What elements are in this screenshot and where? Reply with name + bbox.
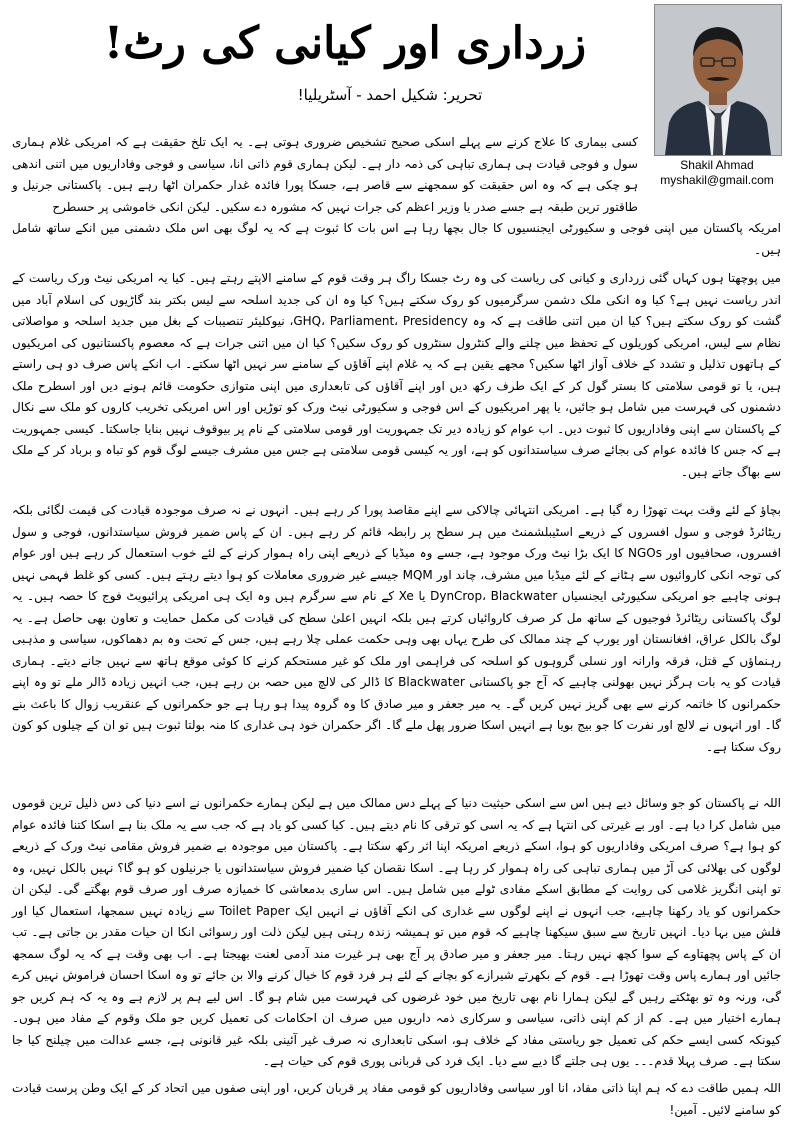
paragraph-4: اللہ نے پاکستان کو جو وسائل دیے ہیں اس سے اسکی حیثیت دنیا کے پہلے دس ممالک میں ہے لیکن ہمارے حکمرانوں نے اسے دنیا کی دس ذلیل ترین قوموں میں شامل کرا دیا ہے۔ اور بے غیرتی کی انتہا ہے کہ یہ اسی کو ترقی کا نام دیتے ہیں۔ کیا کسی کو یاد ہے کہ جب سے یہ ملک بنا ہے اسکا کتنا فائدہ عوام کو ہوا ہے؟ صرف امریکی وفاداریوں کو ہوا، اسکے ذریعے امریکہ اپنا اثر رکھ سکتا ہے۔ پاکستان میں موجودہ بے ضمیر فروش مقامی نیٹ ورک کے ذریعے لوگوں کی بھلائی کی آڑ میں ہماری تباہی کی راہ ہموار کر رہا ہے۔ اسکا نقصان کیا ضمیر فروش سیاستدانوں یا جرنیلوں کو ہو گا؟ نہیں بالکل نہیں، وہ تو اپنی انگریز غلامی کی روایت کے مطابق اسکے مفادی ٹولے میں شامل ہیں۔ اس ساری بدمعاشی کا خمیازہ صرف اور صرف قوم بھگتے گی۔ لیکن ان حکمرانوں کو یاد رکھنا چاہیے، جب انہوں نے اپنے لوگوں سے غداری کی انکے آقاؤں نے انہیں ایک Toilet Paper سے زیادہ نہیں سمجھا، استعمال کیا اور فلش میں بہا دیا۔ انہیں تاریخ سے سبق سیکھنا چاہیے کہ قوم میں تو ہمیشہ زندہ رہتی ہیں لیکن ذلت اور رسوائی انکا ان حیات مقدر بن جاتی ہے۔ تب ان کے پاس پچھتاوے کے سوا کچھ نہیں رہتا۔ میر جعفر و میر صادق پر آج بھی ہر غیرت مند آدمی لعنت بھیجتا ہے۔ اب بھی وقت ہے کہ یہ لوگ سمجھ جائیں اور ہمارے پاس وقت تھوڑا ہے۔ قوم کے بکھرتے شیرازے کو بچانے کے لئے ہر فرد قوم کا خیال کرنے والا بن جائے تو وہ اسکا احسان فراموش نہیں کرے گی، ورنہ وہ تو بھٹکتے رہیں گے لیکن ہمارا نام بھی تاریخ میں خود غرضوں کی فہرست میں شام ہو گا۔ اس لیے ہم پر لازم ہے وہ یہ کہ ہم کریں جو ہمارے اختیار میں ہے۔ کم از کم اپنی ذاتی، سیاسی و سرکاری ذمہ داریوں میں صرف ان احکامات کی تعمیل کریں جو ملک وقوم کے مفاد میں ہوں۔ کیونکہ کسی ایسے حکم کی تعمیل جو ریاستی مفاد کے خلاف ہو، اسکی تابعداری نہ صرف غیر آئینی بلکہ غیر قانونی ہے، جسے عدالت میں چیلنج کیا جا سکتا ہے۔ صرف پہلا قدم۔۔۔ یوں ہی جلتے گا دیے سے دیا۔ ایک فرد کی قربانی پوری قوم کی حیات ہے۔ (12, 796, 782, 1068)
article-title: زرداری اور کیانی کی رٹ! (103, 18, 587, 69)
author-email: myshakil@gmail.com (660, 173, 774, 187)
author-caption (648, 158, 786, 188)
paragraph-3: بچاؤ کے لئے وقت بہت تھوڑا رہ گیا ہے۔ امریکی انتہائی چالاکی سے اپنے مقاصد پورا کر رہے ہیں۔ انہوں نے نہ صرف موجودہ قیادت کی قیمت لگائی بلکہ ریٹائرڈ فوجی و سول افسروں کے ذریعے اسٹیبلشمنٹ میں ہر سطح پر رابطہ قائم کر رہے ہیں۔ ان کے پاس ضمیر فروش سیاستدانوں، فوجی و سول افسروں، صحافیوں اور NGOs کا ایک بڑا نیٹ ورک موجود ہے، جسے وہ میڈیا کے ذریعے اپنی راہ ہموار کرنے کے لئے خوب استعمال کر رہے ہیں اور عوام کی توجہ انکی کاروائیوں سے ہٹانے کے لئے میڈیا میں مشرف، چاند اور MQM جیسے غیر ضروری معاملات کو ہوا دیتے رہتے ہیں۔ کسی کو غلط فہمی نہیں ہونی چاہیے جو امریکی سکیورٹی ایجنسیاں DynCrop، Blackwater یا Xe کے نام سے سرگرم ہیں وہ ایک ہی امریکی پرائیویٹ فوج کا حصہ ہیں۔ یہ لوگ پاکستانی ریٹائرڈ فوجیوں کے ساتھ مل کر صرف کاروائیاں کرتے ہیں بلکہ انہیں اعلیٰ سطح کی قیادت کی مکمل حمایت و تعاون بھی حاصل ہے۔ یہ لوگ بالکل عراق، افغانستان اور یورپ کے چند ممالک کی طرح یہاں بھی وہی حکمت عملی چلا رہے ہیں، جس کے تحت وہ بم دھماکوں، سیاسی و مذہبی رہنماؤں کے قتل، فرقہ وارانہ اور نسلی گروہوں کو اسلحہ کی فراہمی اور ملک کو غیر مستحکم کرنے کا کوئی موقع ہاتھ سے نہیں جانے دیتے۔ ہماری قیادت کو یہ بات ہرگز نہیں بھولنی چاہیے کہ آج جو پاکستانی Blackwater کا ڈالر کی لالچ میں حصہ بن رہے ہیں، جب انہیں زیادہ ڈالر ملے تو وہ اپنے حکمرانوں کا خاتمہ کرنے سے بھی گریز نہیں کریں گے۔ یہ میر جعفر و میر صادق کا وہ گروہ پیدا ہو رہا ہے جو حکمرانوں کے عنقریب زوال کا باعث بنے گا۔ اور انہوں نے لالچ اور نفرت کا جو بیج بویا ہے انہیں اسکا ضرور پھل ملے گا۔ اگر حکمران خود ہی غداری کا منہ بولتا ثبوت ہیں تو ان کے چیلوں کو کون روک سکتا ہے۔ (12, 503, 782, 754)
paragraph-1-continued: امریکہ پاکستان میں اپنی فوجی و سکیورٹی ایجنسیوں کا جال بچھا رہا ہے اس بات کا ثبوت ہے کہ یہ لوگ بھی اس ملک دشمنی میں انکے ساتھ شامل ہیں۔ (12, 221, 781, 257)
author-portrait-icon (655, 5, 781, 155)
paragraph-5: اللہ ہمیں طاقت دے کہ ہم اپنا ذاتی مفاد، انا اور سیاسی وفاداریوں کو قومی مفاد پر قربان کریں، اور اپنی صفوں میں اتحاد کر کے ایک وطن پرست قیادت کو سامنے لائیں۔ آمین! (12, 1081, 781, 1117)
author-name: Shakil Ahmad (680, 158, 754, 172)
paragraph-2: میں پوچھتا ہوں کہاں گئی زرداری و کیانی کی ریاست کی وہ رٹ جسکا راگ ہر وقت قوم کے سامنے الاپتے رہتے ہیں۔ کیا یہ امریکی نیٹ ورک ریاست کے اندر ریاست نہیں ہے؟ کیا وہ انکی ملک دشمن سرگرمیوں کو روک سکتے ہیں؟ کیا وہ ان کی جدید اسلحہ سے لیس بکتر بند گاڑیوں کی اسلام آباد میں گشت کو روک سکتے ہیں؟ کیا ان میں اتنی طاقت ہے کہ وہ GHQ، Parliament، Presidency، نیوکلیئر تنصیبات کے بغل میں جدید اسلحہ و مواصلاتی نظام سے لیس، امریکی کوریلوں کے تحفظ میں چلنے والے کنٹرول سنٹروں کو روک سکیں؟ کیا ان میں اتنی جرات ہے کہ معصوم پاکستانیوں کی امریکیوں کے ہاتھوں تذلیل و تشدد کے خلاف آواز اٹھا سکیں؟ مجھے یقین ہے کہ یہ غلام اپنے آقاؤں کے سامنے سر نہیں اٹھا سکتے۔ اب انکے پاس صرف دو ہی راستے ہیں، یا تو قومی سلامتی کا بستر گول کر کے ایک طرف رکھ دیں اور اپنے آقاؤں کی تابعداری میں اپنی متوازی حکومت قائم ہونے دیں اور اسطرح ملک دشمنوں کی فہرست میں شامل ہو جائیں، یا پھر امریکیوں کے اس فوجی و سکیورٹی نیٹ ورک کو توڑیں اور اس امریکی تخریب کاروں کو ملک سے نکال کے پاکستان سے اپنی وفاداریوں کا ثبوت دیں۔ اب عوام کو زیادہ دیر تک جمہوریت اور قومی سلامتی کے نام پر بیوقوف نہیں بنایا جاسکتا۔ کیسی جمہوریت ہے کہ جس کا فائدہ عوام کی بجائے صرف سیاستدانوں کو ہے، اور یہ کیسی قومی سلامتی ہے جس میں مشرف جیسے لوگ قوم کو تباہ و برباد کر کے ملک سے بھاگ جاتے ہیں۔ (12, 271, 782, 479)
paragraph-1: کسی بیماری کا علاج کرنے سے پہلے اسکی صحیح تشخیص ضروری ہوتی ہے۔ یہ ایک تلخ حقیقت ہے کہ امریکی غلام ہماری سول و فوجی قیادت ہی ہماری تباہی کی ذمہ دار ہے۔ لیکن ہماری قوم ذاتی انا، سیاسی و فوجی وفاداریوں میں اتنی اندھی ہو چکی ہے کہ وہ اس حقیقت کو سمجھنے سے قاصر ہے، جسکا پورا فائدہ غدار حکمران اٹھا رہے ہیں۔ پاکستانی جرنیل و طاقتور ترین طبقہ ہے جسے صدر یا وزیر اعظم کی جرات نہیں کہ مشورہ دے سکیں۔ لیکن انکی خاموشی پر حسطرح (12, 135, 638, 214)
author-photo (654, 4, 782, 156)
article-byline: تحریر: شکیل احمد - آسٹریلیا! (297, 86, 483, 104)
